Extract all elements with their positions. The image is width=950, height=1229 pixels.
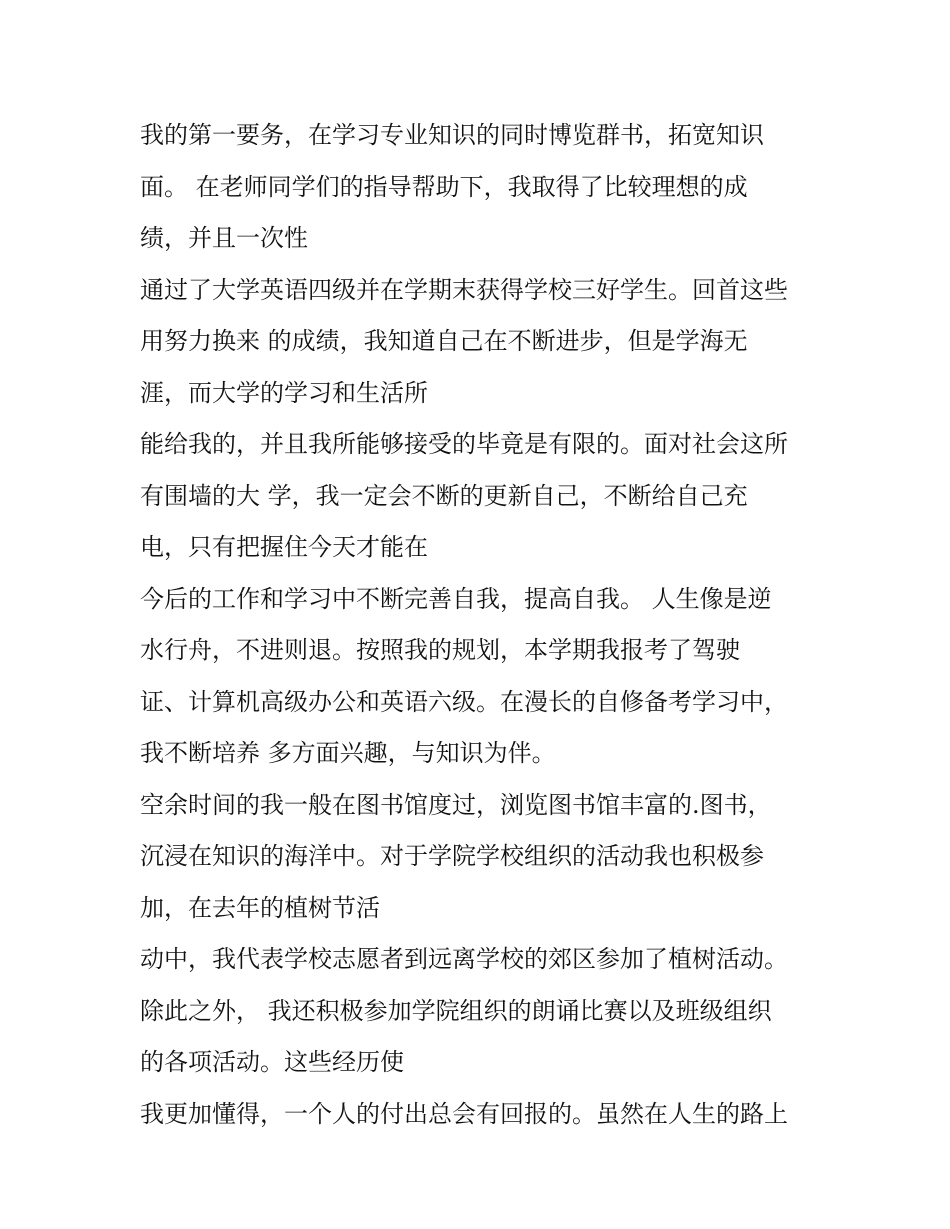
text-line: 的各项活动。这些经历使 bbox=[140, 1048, 404, 1076]
text-line: 用努力换来 的成绩，我知道自己在不断进步，但是学海无 bbox=[140, 327, 748, 355]
text-line: 我更加懂得，一个人的付出总会有回报的。虽然在人生的路上 bbox=[140, 1099, 788, 1128]
text-line: 证、计算机高级办公和英语六级。在漫长的自修备考学习中， bbox=[140, 687, 788, 716]
text-line: 除此之外， 我还积极参加学院组织的朗诵比赛以及班级组织 bbox=[140, 996, 772, 1025]
text-line: 空余时间的我一般在图书馆度过，浏览图书馆丰富的.图书， bbox=[140, 790, 772, 819]
text-line: 我不断培养 多方面兴趣，与知识为伴。 bbox=[140, 739, 556, 767]
text-line: 通过了大学英语四级并在学期末获得学校三好学生。回首这些 bbox=[140, 275, 788, 304]
text-line: 今后的工作和学习中不断完善自我，提高自我。 人生像是逆 bbox=[140, 584, 772, 613]
text-line: 涯，而大学的学习和生活所 bbox=[140, 378, 428, 407]
text-line: 有围墙的大 学，我一定会不断的更新自己，不断给自己充 bbox=[140, 481, 748, 510]
text-line: 能给我的，并且我所能够接受的毕竟是有限的。面对社会这所 bbox=[140, 430, 788, 458]
text-line: 沉浸在知识的海洋中。对于学院学校组织的活动我也积极参 bbox=[140, 842, 764, 870]
text-line: 面。 在老师同学们的指导帮助下，我取得了比较理想的成 bbox=[140, 172, 748, 201]
text-line: 电，只有把握住今天才能在 bbox=[140, 533, 428, 561]
text-line: 加，在去年的植树节活 bbox=[140, 893, 380, 922]
text-line: 绩，并且一次性 bbox=[140, 224, 308, 252]
text-line: 我的第一要务，在学习专业知识的同时博览群书，拓宽知识 bbox=[140, 121, 764, 149]
text-line: 动中，我代表学校志愿者到远离学校的郊区参加了植树活动。 bbox=[140, 945, 788, 973]
text-line: 水行舟，不进则退。按照我的规划，本学期我报考了驾驶 bbox=[140, 636, 740, 664]
document-text-body bbox=[140, 110, 830, 1140]
